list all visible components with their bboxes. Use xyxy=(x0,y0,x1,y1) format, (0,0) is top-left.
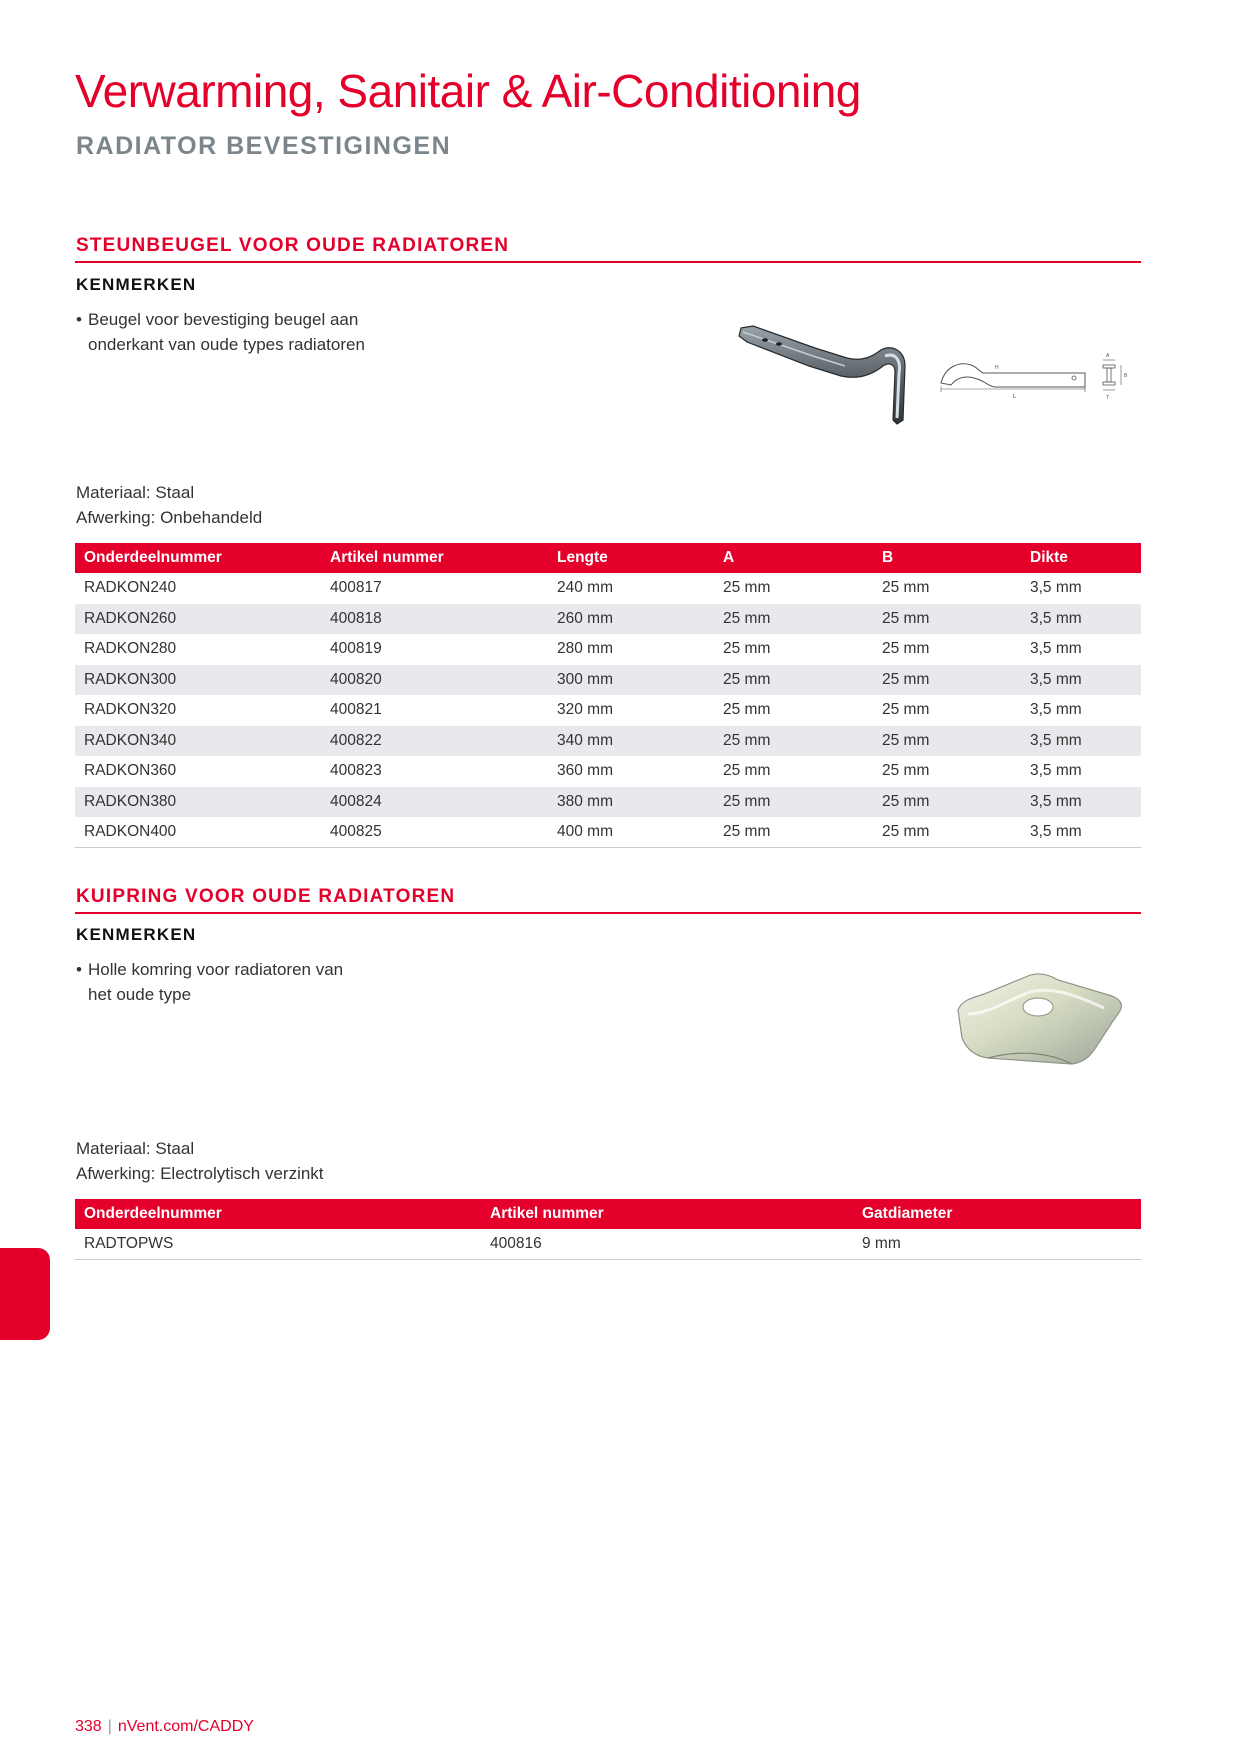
table-row xyxy=(75,634,1141,665)
table-cell: 400825 xyxy=(321,817,548,848)
table-header-row xyxy=(75,1199,1141,1229)
table-cell: 400817 xyxy=(330,579,382,597)
drawing-label-a: A xyxy=(1106,353,1110,359)
drawing-label-t: T xyxy=(1106,395,1110,401)
material-text: Materiaal: Staal xyxy=(76,1139,195,1158)
section-title-kuipring: KUIPRING VOOR OUDE RADIATOREN xyxy=(76,886,456,907)
table-row xyxy=(75,756,1141,787)
table-cell: 3,5 mm xyxy=(1021,787,1141,818)
table-cell: 25 mm xyxy=(873,817,1021,848)
table-cell: 25 mm xyxy=(873,787,1021,818)
spec-table-steunbeugel xyxy=(75,543,1141,848)
table-cell: 25 mm xyxy=(873,604,1021,635)
table-cell: 400818 xyxy=(321,604,548,635)
table-cell: 3,5 mm xyxy=(1021,665,1141,696)
column-header: Gatdiameter xyxy=(853,1199,1141,1229)
table-cell: 25 mm xyxy=(873,726,1021,757)
table-cell: RADKON320 xyxy=(84,701,177,719)
table-cell: 25 mm xyxy=(882,579,930,597)
table-cell: 25 mm xyxy=(714,665,873,696)
finish-text: Afwerking: Electrolytisch verzinkt xyxy=(76,1164,324,1183)
footer xyxy=(75,1718,254,1736)
table-row xyxy=(75,573,1141,604)
table-cell: RADKON360 xyxy=(84,762,177,780)
table-cell: 400819 xyxy=(330,640,382,658)
table-cell: 25 mm xyxy=(723,762,771,780)
column-header: A xyxy=(714,543,873,573)
drawing-label-l: L xyxy=(1013,394,1017,400)
features-heading: KENMERKEN xyxy=(76,275,197,294)
table-cell: RADKON240 xyxy=(84,579,177,597)
table-cell: 240 mm xyxy=(557,579,613,597)
table-cell: 400816 xyxy=(481,1229,853,1260)
table-cell: RADKON260 xyxy=(75,604,321,635)
table-cell: 400820 xyxy=(321,665,548,696)
table-cell: 25 mm xyxy=(723,640,771,658)
bracket-technical-drawing xyxy=(935,345,1135,405)
footer-separator: | xyxy=(107,1718,112,1735)
table-cell: 25 mm xyxy=(873,665,1021,696)
table-row xyxy=(75,604,1141,635)
table-cell: 400822 xyxy=(321,726,548,757)
footer-link[interactable]: nVent.com/CADDY xyxy=(117,1718,254,1735)
table-cell: 3,5 mm xyxy=(1030,640,1082,658)
table-cell: RADKON340 xyxy=(75,726,321,757)
feature-text: Holle komring voor radiatoren van het oude type xyxy=(88,960,344,1004)
table-cell: 25 mm xyxy=(882,701,930,719)
feature-item xyxy=(76,307,436,357)
bullet-icon: • xyxy=(76,960,82,979)
table-cell: 3,5 mm xyxy=(1030,762,1082,780)
table-cell: 400 mm xyxy=(548,817,714,848)
table-cell: 25 mm xyxy=(882,640,930,658)
table-cell: 300 mm xyxy=(548,665,714,696)
table-header-row xyxy=(75,543,1141,573)
table-row xyxy=(75,695,1141,726)
table-cell: 25 mm xyxy=(714,787,873,818)
table-cell: RADTOPWS xyxy=(75,1229,481,1260)
table-cell: 25 mm xyxy=(714,817,873,848)
table-cell: RADKON400 xyxy=(75,817,321,848)
table-cell: 260 mm xyxy=(548,604,714,635)
table-cell: 25 mm xyxy=(882,762,930,780)
table-cell: 25 mm xyxy=(714,726,873,757)
table-row xyxy=(75,726,1141,757)
table-cell: 9 mm xyxy=(853,1229,1141,1260)
table-cell: 320 mm xyxy=(557,701,613,719)
features-heading: KENMERKEN xyxy=(76,925,197,944)
section-divider xyxy=(75,912,1141,914)
table-cell: 280 mm xyxy=(557,640,613,658)
bracket-product-image xyxy=(735,320,915,430)
bullet-icon: • xyxy=(76,310,82,329)
page-subtitle: RADIATOR BEVESTIGINGEN xyxy=(76,132,452,160)
table-cell: 3,5 mm xyxy=(1030,579,1082,597)
table-cell: 400821 xyxy=(330,701,382,719)
table-cell: 400823 xyxy=(330,762,382,780)
table-cell: 25 mm xyxy=(723,701,771,719)
washer-product-image xyxy=(948,970,1128,1080)
table-row xyxy=(75,1229,1141,1260)
page-title: Verwarming, Sanitair & Air-Conditioning xyxy=(75,65,861,117)
table-cell: RADKON380 xyxy=(75,787,321,818)
table-cell: 3,5 mm xyxy=(1030,701,1082,719)
column-header: Onderdeelnummer xyxy=(75,543,321,573)
table-cell: 25 mm xyxy=(723,579,771,597)
section-title-steunbeugel: STEUNBEUGEL VOOR OUDE RADIATOREN xyxy=(76,235,510,256)
table-row xyxy=(75,787,1141,818)
column-header: Artikel nummer xyxy=(481,1199,853,1229)
table-cell: RADKON300 xyxy=(75,665,321,696)
table-cell: RADKON280 xyxy=(84,640,177,658)
table-cell: 3,5 mm xyxy=(1021,817,1141,848)
section-divider xyxy=(75,261,1141,263)
table-row xyxy=(75,665,1141,696)
table-cell: 3,5 mm xyxy=(1021,604,1141,635)
column-header: Artikel nummer xyxy=(321,543,548,573)
table-cell: 360 mm xyxy=(557,762,613,780)
column-header: Lengte xyxy=(548,543,714,573)
material-text: Materiaal: Staal xyxy=(76,483,195,502)
chapter-tab xyxy=(0,1248,50,1340)
finish-text: Afwerking: Onbehandeld xyxy=(76,508,263,527)
page-number: 338 xyxy=(75,1718,102,1735)
table-cell: 340 mm xyxy=(548,726,714,757)
drawing-label-h: H xyxy=(995,365,999,371)
table-cell: 3,5 mm xyxy=(1021,726,1141,757)
spec-table-kuipring xyxy=(75,1199,1141,1260)
column-header: B xyxy=(873,543,1021,573)
table-cell: 400824 xyxy=(321,787,548,818)
feature-item xyxy=(76,957,366,1007)
column-header: Dikte xyxy=(1021,543,1141,573)
table-cell: 380 mm xyxy=(548,787,714,818)
column-header: Onderdeelnummer xyxy=(75,1199,481,1229)
feature-text: Beugel voor bevestiging beugel aan onderkant van oude types radiatoren xyxy=(88,310,365,354)
drawing-label-b: B xyxy=(1124,373,1128,379)
table-row xyxy=(75,817,1141,848)
table-cell: 25 mm xyxy=(714,604,873,635)
